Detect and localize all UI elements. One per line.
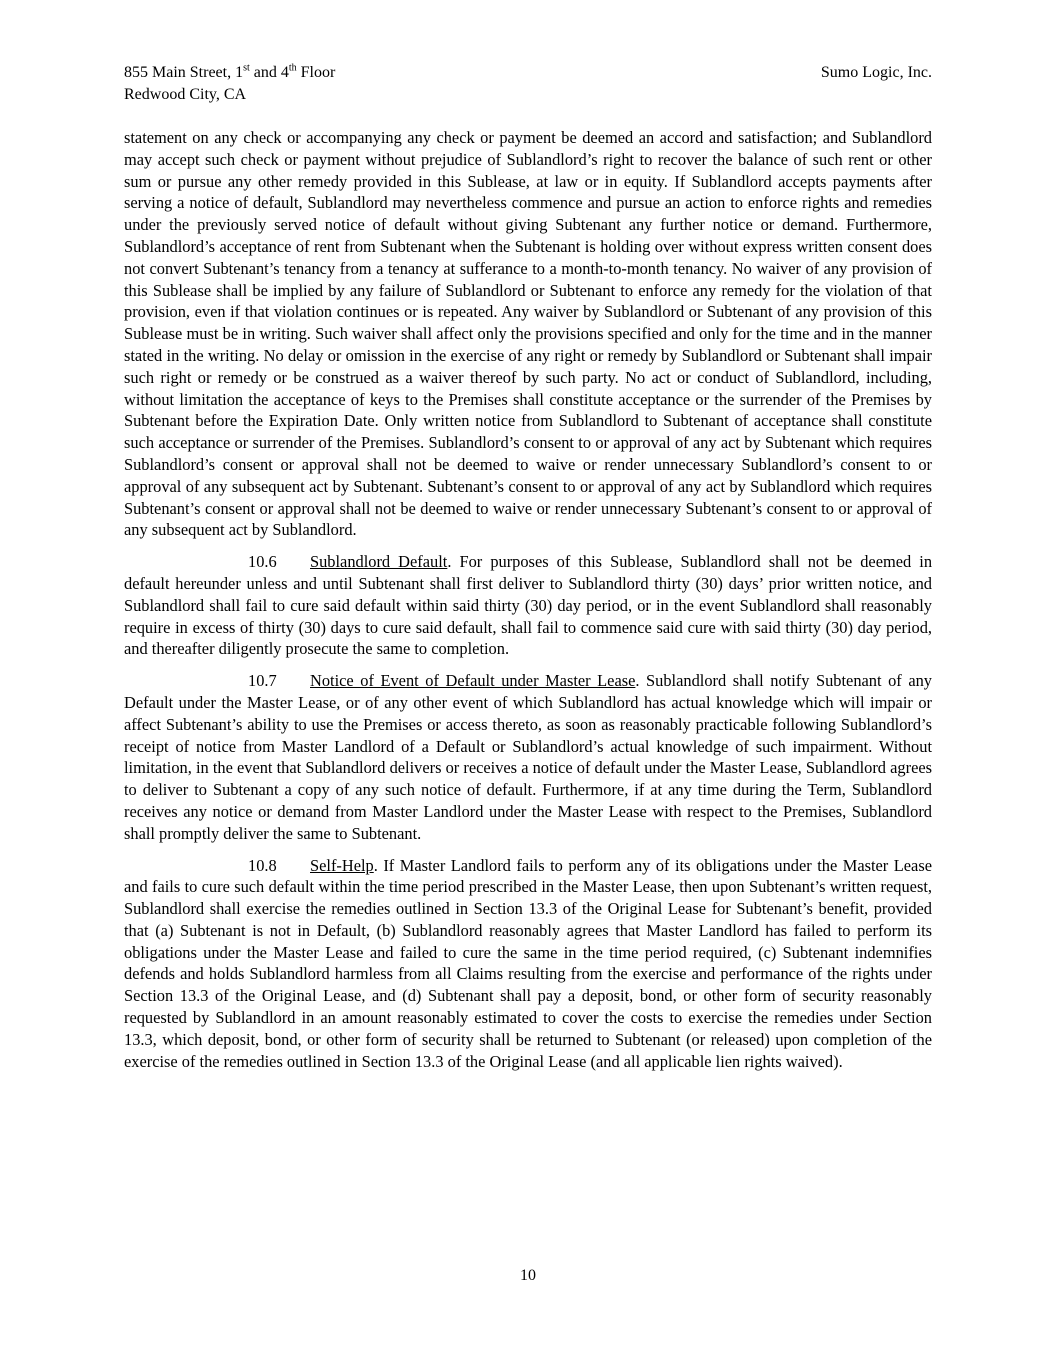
- header-city: Redwood City, CA: [124, 86, 247, 103]
- superscript-st: st: [243, 62, 250, 74]
- section-number: 10.6: [248, 552, 277, 572]
- section-number: 10.8: [248, 855, 277, 875]
- document-body: [124, 127, 932, 1082]
- header-address: [124, 62, 335, 106]
- section-number: 10.7: [248, 671, 277, 691]
- section-10-7: [124, 670, 932, 844]
- page-number: 10: [520, 1267, 536, 1284]
- section-title: Self-Help: [310, 855, 374, 875]
- section-text: . Sublandlord shall notify Subtenant of any Default under the Master Lease, or of any other event of which Sublandlord has actual knowledge which will impair or affect Subtenant’s ability to use the Premises or access thereto, as soon as reasonably practicable following Sublandlord’s receipt of notice from Master Landlord of a Default or Sublandlord’s actual knowledge of such impairment. Without limitation, in the event that Sublandlord delivers or receives a notice of default under the Master Lease, Sublandlord agrees to deliver to Subtenant a copy of any such notice of default. Furthermore, if at any time during the Term, Sublandlord receives any notice or demand from Master Landlord under the Master Lease with respect to the Premises, Sublandlord shall promptly deliver the same to Subtenant.: [124, 671, 932, 843]
- section-title: Sublandlord Default: [310, 552, 448, 572]
- section-text: . For purposes of this Sublease, Sublandlord shall not be deemed in default hereunder unless and until Subtenant shall first deliver to Sublandlord thirty (30) days’ prior written notice, and Sublandlord shall fail to cure said default within said thirty (30) day period, or in the event Sublandlord shall reasonably require in excess of thirty (30) days to cure said default, shall fail to commence said cure with said thirty (30) day period, and thereafter diligently prosecute the same to completion.: [124, 552, 933, 659]
- section-10-8: [124, 855, 932, 1073]
- header-company: Sumo Logic, Inc.: [820, 64, 932, 81]
- section-10-6: [124, 551, 932, 660]
- street-text-mid: and 4: [249, 64, 289, 81]
- street-text-post: Floor: [296, 64, 336, 81]
- paragraph-continuation: statement on any check or accompanying any check or payment be deemed an accord and satisfaction; and Sublandlord may accept such check or payment without prejudice of Sublandlord’s right to recover the balance of such rent or other sum or pursue any other remedy provided in this Sublease, at law or in equity. If Sublandlord accepts payments after serving a notice of default, Sublandlord may nevertheless commence and pursue an action to enforce rights and remedies under the previously served notice of default without giving Subtenant any further notice or demand. Furthermore, Sublandlord’s acceptance of rent from Subtenant when the Subtenant is holding over without express written consent does not convert Subtenant’s tenancy from a tenancy at sufferance to a month-to-month tenancy. No waiver of any provision of this Sublease shall be implied by any failure of Sublandlord or Subtenant to enforce any remedy for the violation of that provision, even if that violation continues or is repeated. Any waiver by Sublandlord or Subtenant of any provision of this Sublease must be in writing. Such waiver shall affect only the provisions specified and only for the time and in the manner stated in the writing. No delay or omission in the exercise of any right or remedy by Sublandlord or Subtenant shall impair such right or remedy or be construed as a waiver thereof by such party. No act or conduct of Sublandlord, including, without limitation the acceptance of keys to the Premises shall constitute acceptance or the surrender of the Premises by Subtenant before the Expiration Date. Only written notice from Sublandlord to Subtenant of acceptance shall constitute such acceptance or surrender of the Premises. Sublandlord’s consent to or approval of any act by Subtenant which requires Sublandlord’s consent or approval shall not be deemed to waive or render unnecessary Sublandlord’s consent to or approval of any subsequent act by Subtenant. Subtenant’s consent to or approval of any act by Sublandlord which requires Subtenant’s consent or approval shall not be deemed to waive or render unnecessary Subtenant’s consent to or approval of any subsequent act by Sublandlord.: [124, 128, 932, 540]
- header-street: [124, 62, 335, 84]
- street-text: 855 Main Street, 1: [124, 64, 244, 81]
- section-title: Notice of Event of Default under Master Lease: [310, 671, 636, 691]
- superscript-th: th: [288, 62, 297, 74]
- section-text: . If Master Landlord fails to perform any of its obligations under the Master Lease and fails to cure such default within the time period prescribed in the Master Lease, then upon Subtenant’s written request, Sublandlord shall exercise the remedies outlined in Section 13.3 of the Original Lease for Subtenant’s benefit, provided that (a) Subtenant is not in Default, (b) Sublandlord reasonably agrees that Master Landlord has failed to perform its obligations under the Master Lease and failed to cure the same in the time period required, (c) Subtenant indemnifies defends and holds Sublandlord harmless from all Claims resulting from the exercise and performance of the rights under Section 13.3 of the Original Lease, and (d) Subtenant shall pay a deposit, bond, or other form of security reasonably requested by Sublandlord in an amount reasonably estimated to cover the costs to exercise the remedies under Section 13.3, which deposit, bond, or other form of security shall be returned to Subtenant (or released) upon completion of the exercise of the remedies outlined in Section 13.3 of the Original Lease (and all applicable lien rights waived).: [124, 855, 932, 1071]
